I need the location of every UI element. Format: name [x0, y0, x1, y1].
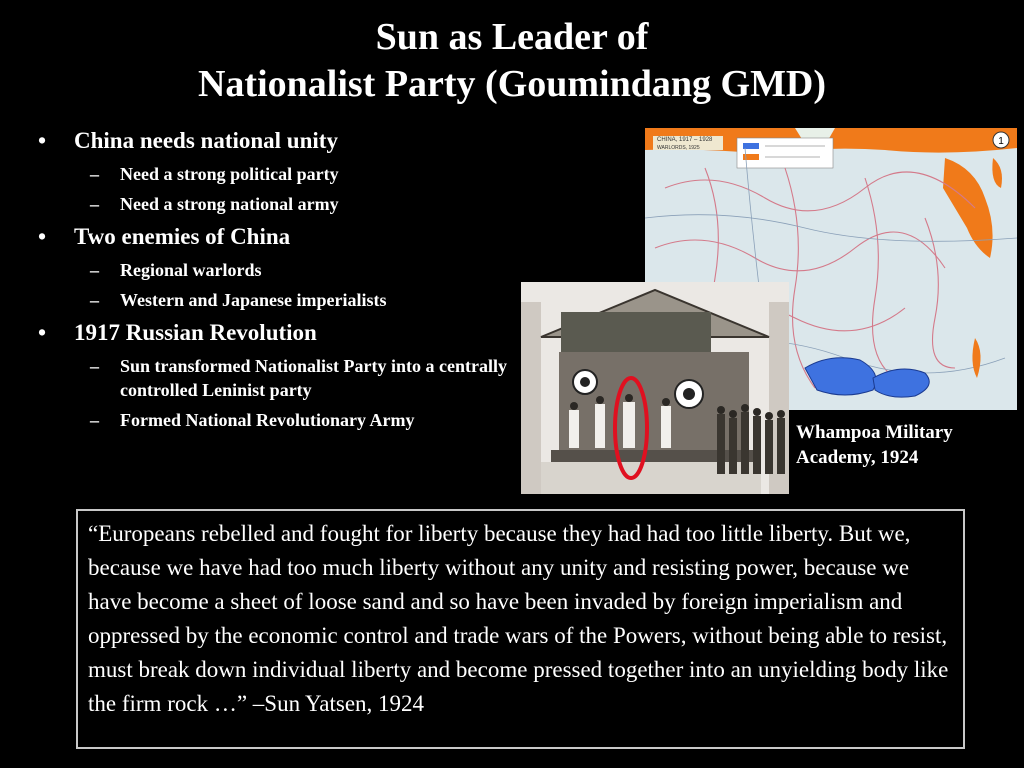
bullet-marker: • [38, 224, 47, 249]
sub-bullet-text: Regional warlords [120, 260, 262, 280]
sub-bullet-marker: – [90, 260, 99, 280]
caption-line-2: Academy, 1924 [796, 447, 919, 468]
sub-bullet-item [34, 354, 524, 402]
bullet-text: China needs national unity [74, 128, 338, 153]
sub-bullet-item [34, 192, 524, 216]
title-line-2: Nationalist Party (Goumindang GMD) [197, 63, 827, 105]
sub-bullet-text: Need a strong political party [120, 164, 339, 184]
bullet-text: 1917 Russian Revolution [74, 320, 317, 345]
bullet-marker: • [38, 320, 47, 345]
sub-bullet-marker: – [90, 410, 99, 430]
photo-graphic [521, 282, 789, 494]
whampoa-academy-photo [521, 282, 789, 494]
bullet-marker: • [38, 128, 47, 153]
map-subheading: WARLORDS, 1925 [657, 145, 700, 151]
map-heading: CHINA, 1917 – 1928 [657, 137, 713, 143]
caption-line-1: Whampoa Military [796, 422, 953, 443]
sub-bullet-item [34, 408, 524, 432]
sub-bullet-marker: – [90, 164, 99, 184]
sub-bullet-item [34, 258, 524, 282]
bullet-text: Two enemies of China [74, 224, 291, 249]
bullet-item [34, 126, 524, 156]
title-line-1: Sun as Leader of [375, 16, 649, 58]
quote-box: “Europeans rebelled and fought for liberty because they had had too little liberty. But we, because we have had too much liberty without any unity and resisting power, because we have become a sheet of loose sand and so have been invaded by foreign imperialism and oppressed by the economic control and trade wars of the Powers, without being able to resist, must break down individual liberty and become pressed together into an unyielding body like the firm rock …” –Sun Yatsen, 1924 [76, 509, 965, 749]
slide-title [0, 14, 1024, 108]
sub-bullet-marker: – [90, 194, 99, 214]
sub-bullet-marker: – [90, 356, 99, 376]
sub-bullet-text: Sun transformed Nationalist Party into a centrally controlled Leninist party [120, 356, 507, 400]
sub-bullet-marker: – [90, 290, 99, 310]
bullet-item [34, 318, 524, 348]
photo-caption [796, 420, 1016, 470]
sub-bullet-text: Western and Japanese imperialists [120, 290, 387, 310]
sub-bullet-item [34, 162, 524, 186]
sub-bullet-text: Formed National Revolutionary Army [120, 410, 415, 430]
bullet-item [34, 222, 524, 252]
bullet-list [34, 126, 524, 432]
sub-bullet-item [34, 288, 524, 312]
sub-bullet-text: Need a strong national army [120, 194, 339, 214]
map-badge: 1 [998, 136, 1004, 147]
